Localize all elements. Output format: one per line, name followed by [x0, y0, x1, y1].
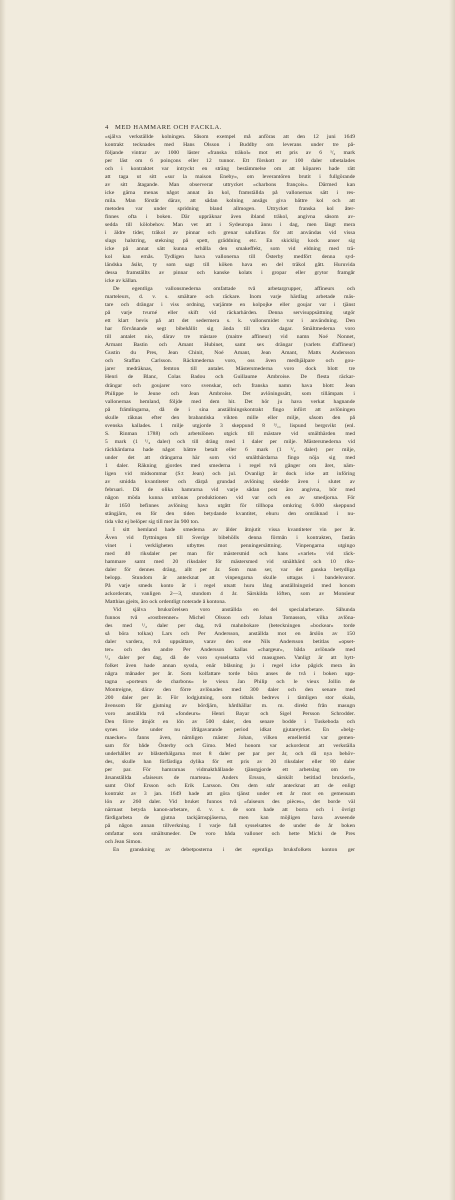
body-text-line: voro anställda två »fondeurs» Henri Bayar och Sigel Persson Schrodder.: [105, 711, 355, 718]
body-text-line: per läst om 6 poinçons eller 12 tunnor. Ett förskott av 100 daler utbetalades: [105, 158, 355, 165]
body-text-line: folket även hade annan syssla, enär blåsning ju i regel icke pågick mera än: [105, 663, 355, 670]
body-text-line: slags halstring, stekning på spett, gräddning etc. En skicklig kock anser sig: [105, 238, 355, 245]
running-title: MED HAMMARE OCH FACKLA.: [114, 124, 222, 131]
body-text-line: daler vardera, två uppsättare, varav den ene Nils Andersson betitlas »opset-: [105, 639, 355, 645]
body-text-line: Henri de Blanc, Colas Badou och Guillaume Ambroise. De flesta räckar-: [105, 374, 355, 381]
body-text-line: att taga ut sitt »sur la maison Eneby», om leverantören brutit i fullgörande: [105, 174, 355, 181]
body-text-line: icke gärna menas något annat än kol, framställda på vallonernas sätt i res-: [105, 190, 355, 197]
body-text-line: sedda till kölobehov. Man vet att i Sydeuropa ännu i dag, men längt mera: [105, 222, 355, 229]
body-text-line: i äldre tider, träkol av pinnar och grenar salufüras för att användas vid vissa: [105, 230, 355, 237]
body-text-line: De egentliga vallonsmederna omfattade två arbetargrupper, affineurs och: [113, 286, 355, 293]
body-text-line: tida vikt ej belöper sig till mer än 900 ton.: [105, 518, 200, 525]
body-text-line: samt Olof Ersson och Erik Larsson. Om dem står antecknat att de enligt: [105, 783, 355, 790]
page-text-block: [105, 124, 355, 854]
body-text-line: På varje smeds konto är i regel utsatt huru lång anställningstid med honom: [105, 582, 355, 589]
body-text-line: 200 daler per år. För lodgjutning, som tidtals bedrevs i tämligen stor skala,: [105, 695, 355, 702]
body-text-line: årsanställda »faiseurs de marteau» Anders Ersson, särskilt betitlad bruxkerl»,: [105, 775, 355, 782]
body-text-line: stångjärn, en för den tiden betydande kvantitet, ehuru den omräknad i nu-: [105, 510, 355, 517]
body-text-line: kontrakt tecknades med Hans Olsson i Buddby om leverans under tre på-: [105, 142, 355, 149]
body-text-line: och Jean Simon.: [105, 839, 142, 846]
body-text-line: des med ¹/₂ daler per dag, två mahnbokare (beteckningen »bockear» torde: [105, 622, 355, 629]
body-text-line: räckhärdarna hade något bättre betalt eller 6 mark (1 ¹/₂ daler) per milje,: [105, 446, 355, 453]
body-text-line: tagna »porteurs de charbons» le vieux Jan Philip och le vieux Jollin de: [105, 679, 355, 686]
body-text-line: skulle räknas efter den brabantiska vikten mille eller milje, såsom den på: [105, 414, 355, 421]
body-text-line: med 40 riksdaler per man för mästersmid och hans »varlet» vid räck-: [105, 550, 355, 557]
body-text-line: per par. För hamrarnas vidmakthållande tjänstgjorde ett arbetslag om tre: [105, 767, 355, 774]
body-text-line: dessa framställts av pinnar och kanske kolats i gropar eller grytor framgår: [105, 270, 355, 277]
body-text-line: marteleurs, d. v. s. smältare och räckare. Inom varje härdlag arbetade mäs-: [105, 294, 355, 301]
page-number: 4: [105, 124, 109, 131]
body-text-line: 1 daler. Räkning gjordes med smederna i regel två gånger om året, näm-: [105, 462, 355, 469]
body-text-line: funnos två »rostbrenner» Michel Olsson och Johan Tomasson, vilka avlöna-: [105, 614, 355, 621]
body-text-line: Gustin du Pres, Jean Chinit, Noé Amant, Jean Amant, Matts Andersson: [105, 350, 355, 357]
body-text-line: metoden var under spridning bland allmogen. Uttrycket franska kol åter-: [105, 206, 355, 213]
body-text-line: des, skulle han förfärdiga dylika för ett pris av 20 riksdaler eller 80 daler: [105, 759, 355, 766]
body-text-line: S. Rinman 1788) och arbetslönen utgick till mästare vid smälthärden med: [105, 430, 355, 437]
body-text-line: till antalet nio, därav tre mästare (maitre affineur) vid namn Noé Nonnet,: [105, 334, 355, 341]
body-text-line: drängar och goujarer voro svenskar, och franska namn hava blott: Jean: [105, 382, 355, 389]
body-text-line: Matthias gjeits, äro ock ordentligt noterade å kontona.: [105, 598, 227, 605]
body-text-line: »själva verkställde kolningen. Såsom exempel må anföras att den 12 juni 1649: [105, 134, 355, 141]
body-text-line: på främlingarna, då de i sina anställningskontrakt fingo infört att avlöningen: [105, 406, 355, 413]
body-text-line: 5 mark (1 ¹/₄ daler) och till dräng med 1 daler per milje. Mästersmederna vid: [105, 438, 355, 445]
body-text-line: Den förre åtnjöt en lön av 500 daler, den senare bodde i Tuskeboda och: [105, 719, 355, 726]
body-text-line: ligen vid midsommar (S:t Jean) och jul. Ovanligt är dock icke att införing: [105, 470, 355, 477]
body-text-line: underhållet av blåsterbälgarna mot 8 daler per par per år, och då nya behöv-: [105, 751, 355, 758]
body-text-line: vallonernas hemland, följde med dem hit. Det hör ju hava verkat hagnande: [105, 398, 355, 405]
body-text-line: mila. Man förstår därav, att sådan kolning ansågs giva bättre kol och att: [105, 198, 355, 205]
body-text-line: har förvånande segt bibehållit sig ända till våra dagar. Smältmederna voro: [105, 326, 355, 333]
body-text-line: vinet i verkligheten utbyttes mot penningersättning. Vinpengarna utgingo: [105, 542, 355, 549]
body-text-line: finnes ofta i boken. Där uppräknar även ibland träkol, angivna såsom av-: [105, 214, 355, 221]
body-text-line: svenska kallades. 1 milje utgjorde 3 skeppund 8 ³/₁₁ lispund bergsvikt (enl.: [105, 422, 355, 429]
body-text-line: närmast betyda kanon-arbetare, d. v. s. de som hade att borra och i övrigt: [105, 807, 355, 814]
body-text-line: ¹/₂ daler per dag, då de voro sysselsatta vid masugnen. Vanligt är att hytt-: [105, 655, 355, 662]
body-text-line: omfattar som smältsmeder. De voro båda valloner och hette Michi de Pres: [105, 831, 355, 838]
body-text-line: tare och drängar i viss ordning, varjämte en kolpojke eller goujar var i tjänst: [105, 302, 355, 309]
body-text-line: följande vintrar av 1000 läster »franska träkol» mot ett pris av 6 ¹/₂ mark: [105, 150, 355, 157]
body-text-line: icke av källan.: [105, 278, 138, 285]
body-text-line: Montreigne, därav den förre avlönades med 300 daler och den senare med: [105, 687, 355, 694]
body-text-line: ländska åsikt, ty som sagt till köken hava en del träkol gått. Huruvida: [105, 262, 355, 269]
body-text-line: En granskning av debetposterna i det egentliga bruksfolkets konton ger: [113, 847, 355, 854]
running-head: [105, 124, 355, 132]
body-text-line: Philippe le Jeune och Jean Ambroise. Det avlöningssätt, som tillämpats i: [105, 390, 355, 397]
body-text-line: Vid själva bruksrörelsen voro anställda en del specialarbetare. Såhunda: [113, 606, 355, 613]
body-text-line: under det att drängarna här som vid smälthärdarna fingo nöja sig med: [105, 454, 355, 461]
body-text-line: icke på annat sätt kunna erhålla den smakeffekt, som vid eldning med trä-: [105, 246, 355, 253]
body-text-line: lön av 260 daler. Vid bruket funnos två »faiseurs des pièces», det borde väl: [105, 799, 355, 806]
body-text-line: färdigarbeta de gjutna tackjärnspjäserna, men kan möjligen hava avseende: [105, 815, 355, 822]
body-text-line: belopp. Stundom är antecknat att vinpengarna skulle uttagas i bandelsvaror.: [105, 574, 355, 581]
body-text-line: av smidda kvantiteter och därpå grundad avlöning skedde även i slutet av: [105, 478, 355, 485]
body-text-line: ackorderats, vanligen 2—3, stundom 4 år. Särskilda löften, som av Monsieur: [105, 590, 355, 597]
body-text-line: Armant Bastin och Amant Hubinet, samt sex drängar (varlets d'affineur): [105, 342, 355, 349]
body-text-line: och Staffan Carlsson. Räckmederna voro, oss även medhjälpare och gou-: [105, 358, 355, 365]
body-text-line: kontrakt av 3 jan. 1649 hade att göra tjänst under ett år mot en gemensam: [105, 791, 355, 798]
body-text-line: kol kan ernås. Tydligen hava vallonerna till Österby medfört denna syd-: [105, 254, 355, 261]
body-text-line: år 1650 befinnes avlöning hava utgått för tillhopa omkring 6.000 skeppund: [105, 502, 355, 509]
body-text-line: synes icke under nu ifrågavarande period idkat gjutareyrket. En »belg-: [105, 727, 355, 734]
body-text-line: någon möda kunna utrönas produktionen vid var och en av smedjorna. För: [105, 494, 355, 501]
body-text-line: och i kontraktet var intryckt en sträng bestämmelse om att köparen hade rätt: [105, 166, 355, 173]
body-text-line: hammare samt med 20 riksdaler för mästersmed vid smälthärd och 10 riks-: [105, 558, 355, 565]
body-text-line: på någon annan tillverkning. I varje fall sysselsattes de under de år boken: [105, 823, 355, 830]
body-text-line: jarer medräknas, femton till antalet. Mästersmederna voro dock blott tre: [105, 366, 355, 373]
body-text-line: åvensom för gjutning av bördjärn, hårdhällar m. m. direkt från masugn: [105, 703, 355, 710]
body-text-line: av sitt åtagande. Man observerar uttrycket »charbons françois». Därmed kan: [105, 182, 355, 189]
body-text-line: ett klart bevis på att det sedermera s. k. vallonsmidet var i användning. Den: [105, 318, 355, 325]
body-text-line: sam för både Österby och Gimo. Med honom var ackorderat att verkställa: [105, 743, 355, 750]
body-text-line: Även vid flyttningen till Sverige bibehölls denna förmån i kontrakten, fastän: [105, 534, 355, 541]
body-text-line: februari. Då de olika hamrarna vid varje sådan post äro angivna, bör med: [105, 486, 355, 493]
body-text-line: daler för dennes dräng, allt per år. Som man ser, var det ganska betydliga: [105, 566, 355, 573]
body-text-line: I sitt hemland hade smederna av ålder åtnjutit vissa kvantiteter vin per år.: [113, 526, 355, 533]
body-text-line: på varje tvurné eller skift vid räckarhärden. Denna servisuppsättning utgör: [105, 310, 355, 317]
body-text-line: så böra tolkas) Lars och Per Andersson, anställda mot en årslön av 150: [105, 630, 355, 637]
body-text-line: ter» och den andre Per Andersson kallas »chargeur», båda avlönade med: [105, 647, 355, 654]
body-text-line: maecker» fanns även, nämligen mäster Johan, vilken emellertid var gemen-: [105, 735, 355, 742]
body-text-line: några månader per år. Som kolfattare torde böra anses de två i boken upp-: [105, 671, 355, 678]
